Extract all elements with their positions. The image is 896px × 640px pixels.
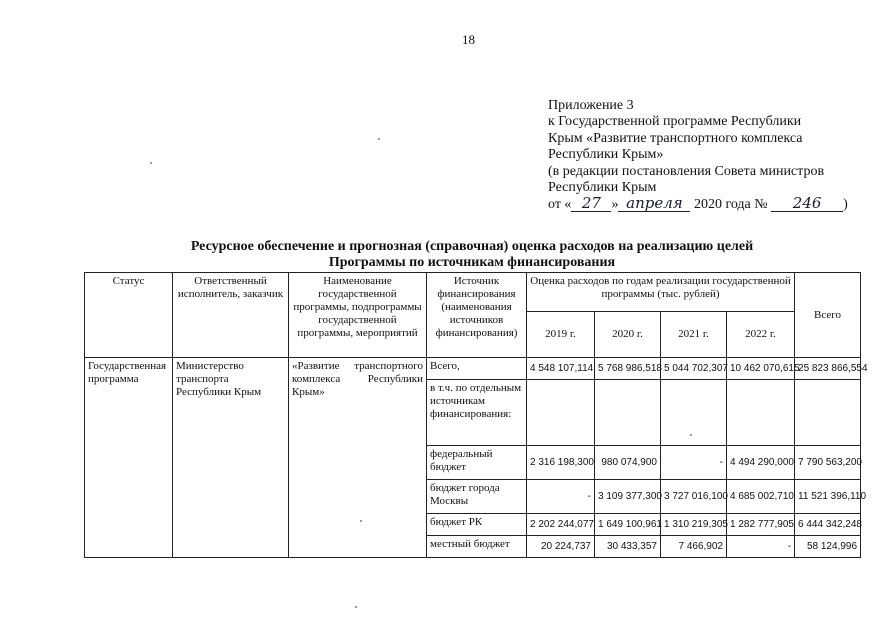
table-row	[85, 358, 861, 380]
appendix-line: к Государственной программе Республики	[548, 114, 802, 130]
value-cell: 7 466,902	[661, 536, 727, 558]
header-year: 2022 г.	[727, 312, 795, 358]
header-year: 2021 г.	[661, 312, 727, 358]
appendix-line: Республики Крым	[548, 180, 657, 196]
scan-speck	[360, 520, 362, 522]
total-cell: 6 444 342,248	[795, 514, 861, 536]
value-cell: 30 433,357	[595, 536, 661, 558]
date-sep: »	[611, 197, 619, 213]
scan-speck	[378, 138, 380, 140]
value-cell: 1 282 777,905	[727, 514, 795, 536]
source-cell: бюджет РК	[427, 514, 527, 536]
date-year: 2020 года №	[693, 197, 768, 213]
header-status: Статус	[85, 273, 173, 358]
appendix-line: (в редакции постановления Совета министров	[548, 163, 825, 179]
header-total: Всего	[795, 273, 861, 358]
date-close: )	[843, 197, 848, 213]
value-cell	[727, 380, 795, 446]
appendix-header	[548, 98, 878, 214]
value-cell: 4 548 107,114	[527, 358, 595, 380]
budget-table	[84, 272, 868, 558]
value-cell: 3 109 377,300	[595, 480, 661, 514]
resolution-date-line	[548, 196, 878, 213]
value-cell	[661, 380, 727, 446]
value-cell: 4 685 002,710	[727, 480, 795, 514]
header-program-name: Наименование государственной программы, подпрограммы государственной программы, мероприятий	[289, 273, 427, 358]
table-title-line: Программы по источникам финансирования	[328, 255, 616, 270]
value-cell	[595, 380, 661, 446]
source-cell: в т.ч. по отдельным источникам финансирования:	[427, 380, 527, 446]
header-year: 2020 г.	[595, 312, 661, 358]
total-cell: 7 790 563,200	[795, 446, 861, 480]
status-cell: Государственная программа	[85, 358, 173, 558]
value-cell: 2 202 244,077	[527, 514, 595, 536]
source-cell: местный бюджет	[427, 536, 527, 558]
executor-cell: Министерство транспорта Республики Крым	[173, 358, 289, 558]
handwritten-month: апреля	[618, 196, 690, 212]
scan-speck	[690, 434, 692, 436]
source-cell: бюджет города Москвы	[427, 480, 527, 514]
scan-speck	[150, 162, 152, 164]
total-cell	[795, 380, 861, 446]
total-cell: 58 124,996	[795, 536, 861, 558]
value-cell: 1 649 100,961	[595, 514, 661, 536]
scan-speck	[355, 606, 357, 608]
appendix-line: Республики Крым»	[548, 147, 664, 163]
value-cell: -	[527, 480, 595, 514]
handwritten-day: 27	[571, 196, 611, 212]
value-cell: 20 224,737	[527, 536, 595, 558]
header-row	[85, 273, 861, 312]
value-cell: 2 316 198,300	[527, 446, 595, 480]
source-cell: федеральный бюджет	[427, 446, 527, 480]
total-cell: 25 823 866,554	[795, 358, 861, 380]
value-cell: 5 044 702,307	[661, 358, 727, 380]
value-cell: 5 768 986,518	[595, 358, 661, 380]
source-cell: Всего,	[427, 358, 527, 380]
value-cell	[527, 380, 595, 446]
page-number: 18	[462, 32, 475, 47]
total-cell: 11 521 396,110	[795, 480, 861, 514]
program-name-cell: «Развитие транспортного комплекса Республики Крым»	[289, 358, 427, 558]
value-cell: 4 494 290,000	[727, 446, 795, 480]
appendix-line: Приложение 3	[548, 98, 634, 113]
value-cell: -	[661, 446, 727, 480]
value-cell: 3 727 016,100	[661, 480, 727, 514]
table-title	[84, 239, 860, 271]
header-source: Источник финансирования (наименования источников финансирования)	[427, 273, 527, 358]
value-cell: 1 310 219,305	[661, 514, 727, 536]
table-title-line: Ресурсное обеспечение и прогнозная (справочная) оценка расходов на реализацию целей	[190, 239, 754, 254]
header-estimate: Оценка расходов по годам реализации государственной программы (тыс. рублей)	[527, 273, 795, 312]
handwritten-doc-number: 246	[771, 196, 843, 212]
value-cell: 10 462 070,615	[727, 358, 795, 380]
date-prefix: от «	[548, 197, 572, 213]
value-cell: 980 074,900	[595, 446, 661, 480]
header-executor: Ответственный исполнитель, заказчик	[173, 273, 289, 358]
appendix-line: Крым «Развитие транспортного комплекса	[548, 130, 803, 146]
value-cell: -	[727, 536, 795, 558]
header-year: 2019 г.	[527, 312, 595, 358]
